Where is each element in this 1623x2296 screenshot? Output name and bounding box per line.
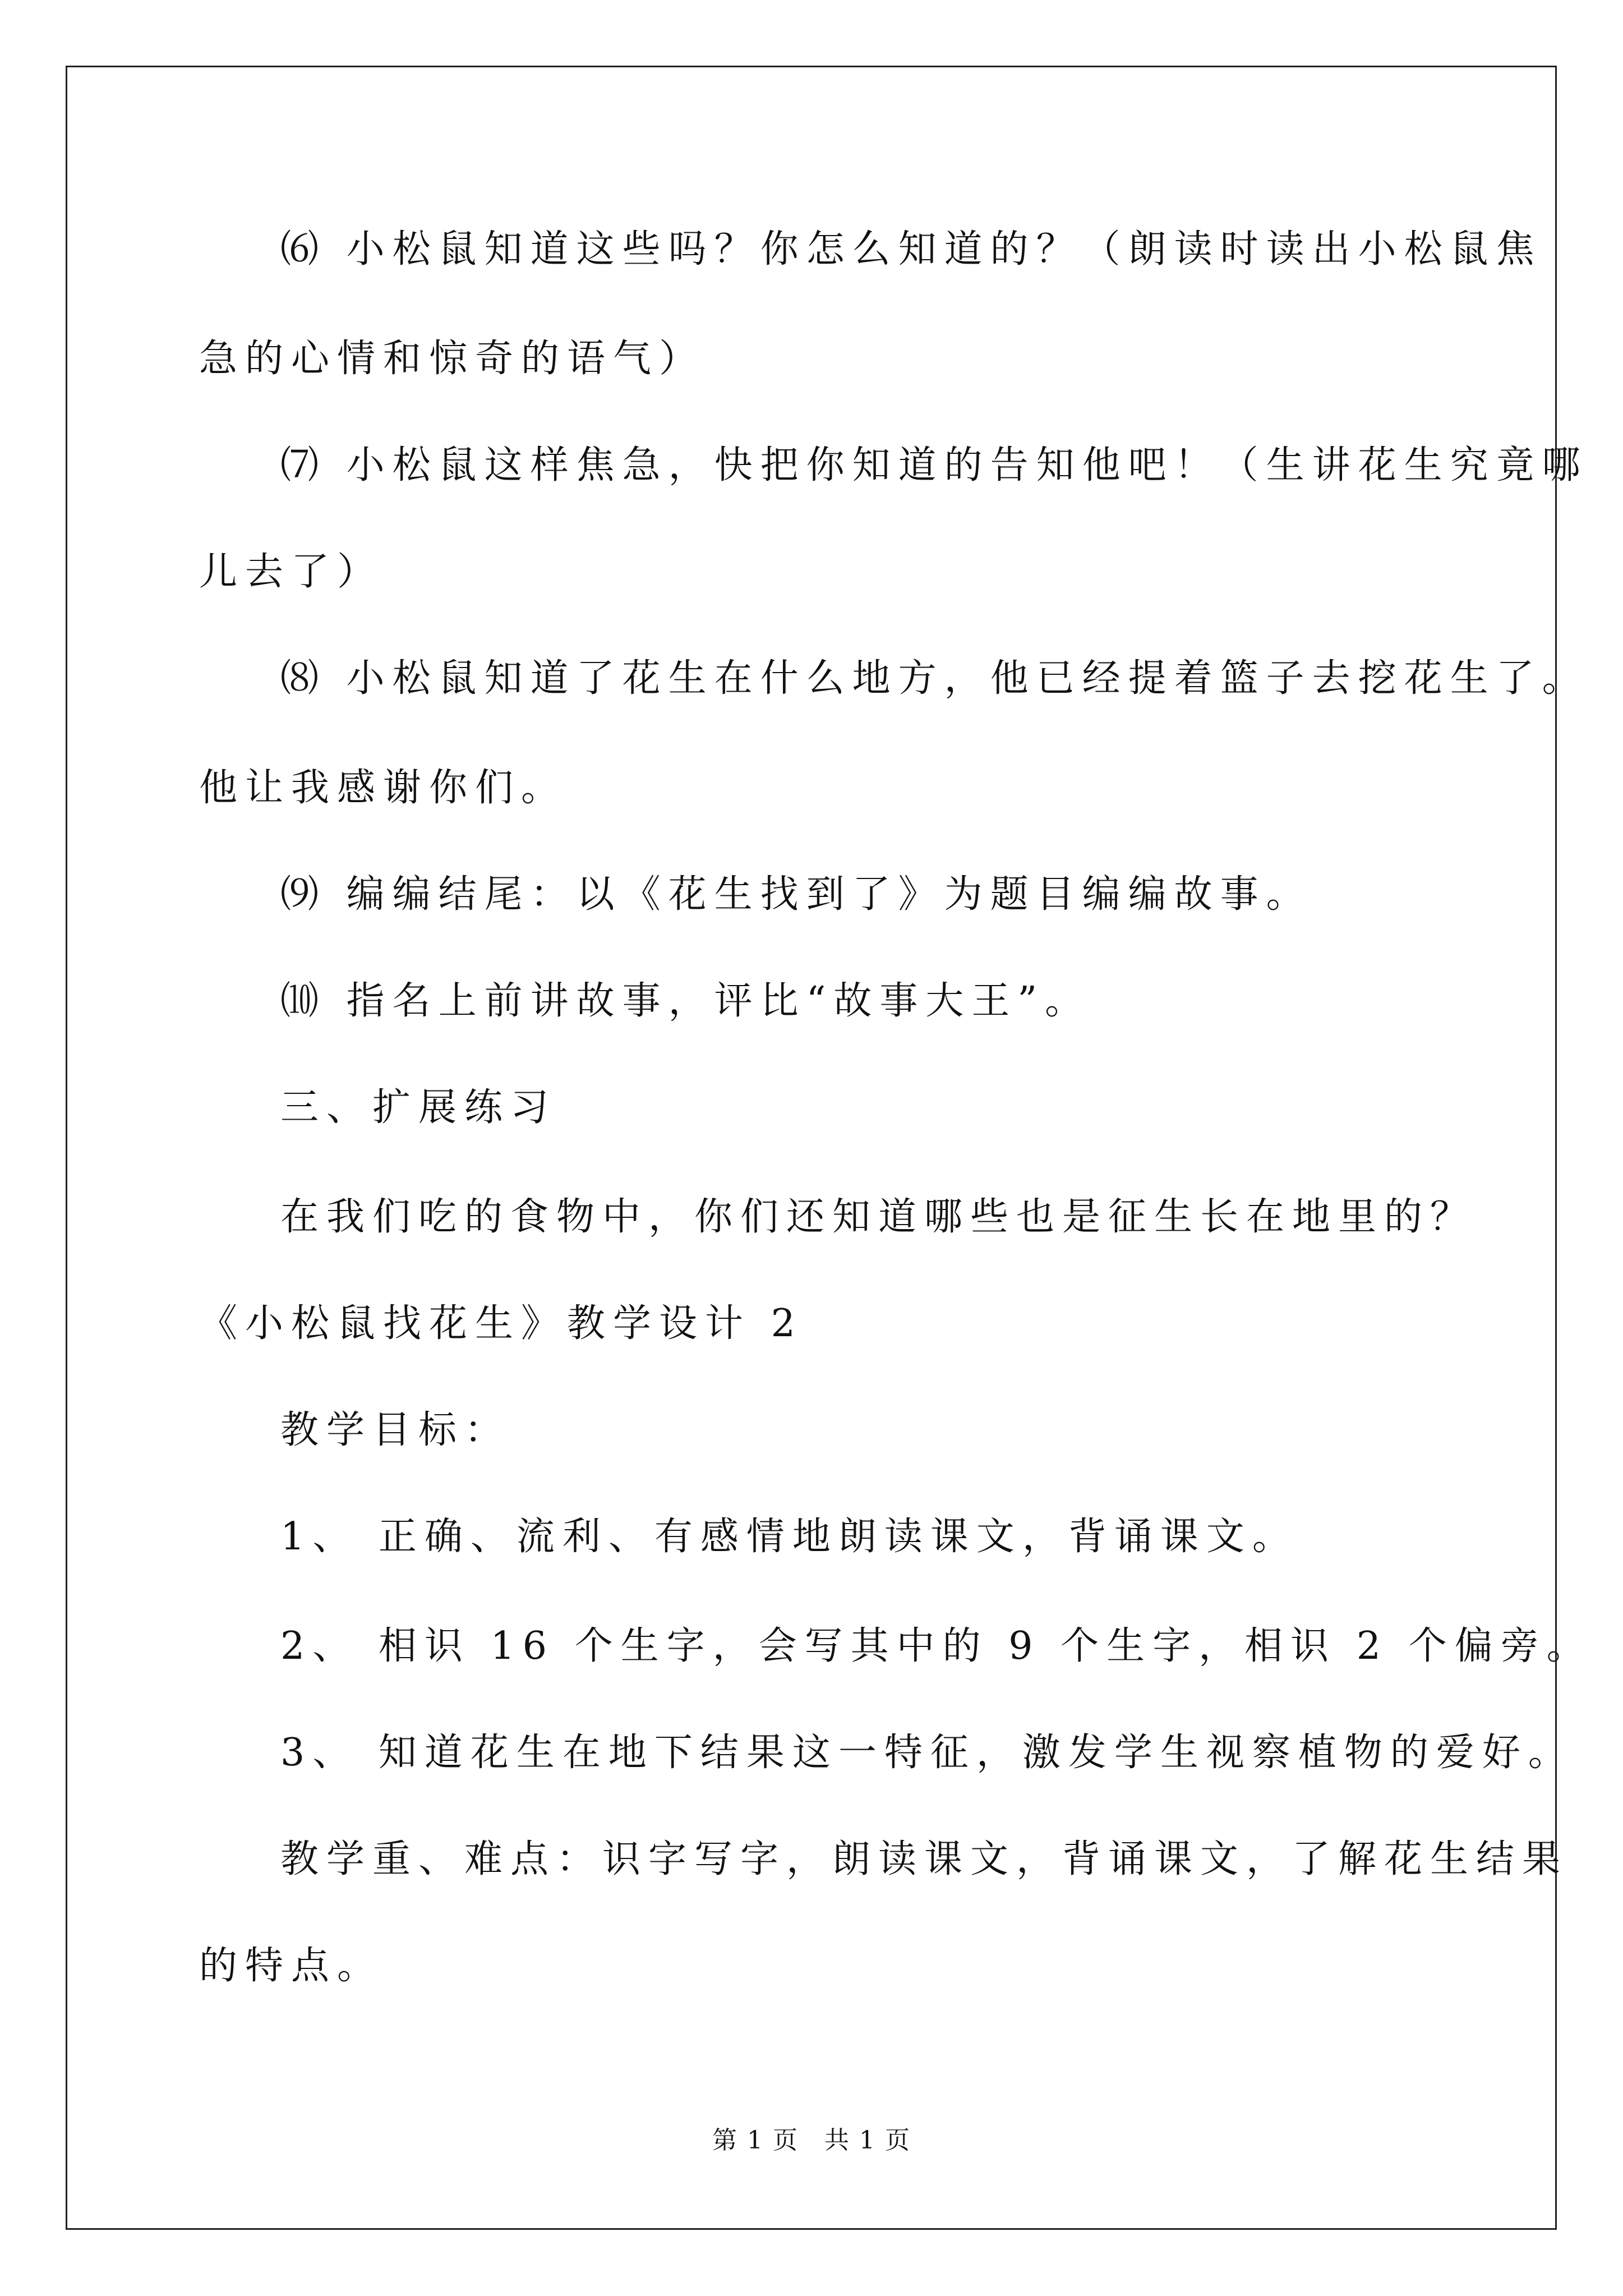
page-border [66,66,1557,2230]
section-heading-extension: 三、扩展练习 [280,1085,557,1130]
paragraph-step-8-cont: 他让我感谢你们。 [199,766,568,810]
document-title-design-2: 《小松鼠找花生》教学设计 2 [199,1301,803,1346]
paragraph-step-6-cont: 急的心情和惊奇的语气） [199,337,706,381]
goal-item-3: 3、 知道花生在地下结果这一特征，激发学生视察植物的爱好。 [280,1731,1574,1775]
goal-item-1: 1、 正确、流利、有感情地朗读课文，背诵课文。 [280,1515,1298,1559]
paragraph-extension-question: 在我们吃的食物中，你们还知道哪些也是征生长在地里的？ [280,1195,1477,1239]
paragraph-step-7-cont: 儿去了） [199,550,384,594]
paragraph-step-9: ⑼ 编编结尾：以《花生找到了》为题目编编故事。 [280,872,1312,917]
paragraph-key-points: 教学重、难点：识字写字，朗读课文，背诵课文，了解花生结果 [280,1837,1569,1881]
paragraph-step-10: ⑽ 指名上前讲故事，评比“故事大王”。 [280,979,1091,1023]
page-number-footer: 第 1 页 共 1 页 [712,2126,911,2155]
goal-item-2: 2、 相识 16 个生字，会写其中的 9 个生字，相识 2 个偏旁。 [280,1624,1593,1668]
paragraph-step-7: ⑺ 小松鼠这样焦急，快把你知道的告知他吧！（生讲花生究竟哪 [280,443,1588,487]
paragraph-step-6: ⑹ 小松鼠知道这些吗？你怎么知道的？（朗读时读出小松鼠焦 [280,227,1542,272]
paragraph-step-8: ⑻ 小松鼠知道了花生在什么地方，他已经提着篮子去挖花生了。 [280,656,1588,701]
heading-teaching-goals: 教学目标： [280,1408,511,1452]
paragraph-key-points-cont: 的特点。 [199,1944,384,1988]
